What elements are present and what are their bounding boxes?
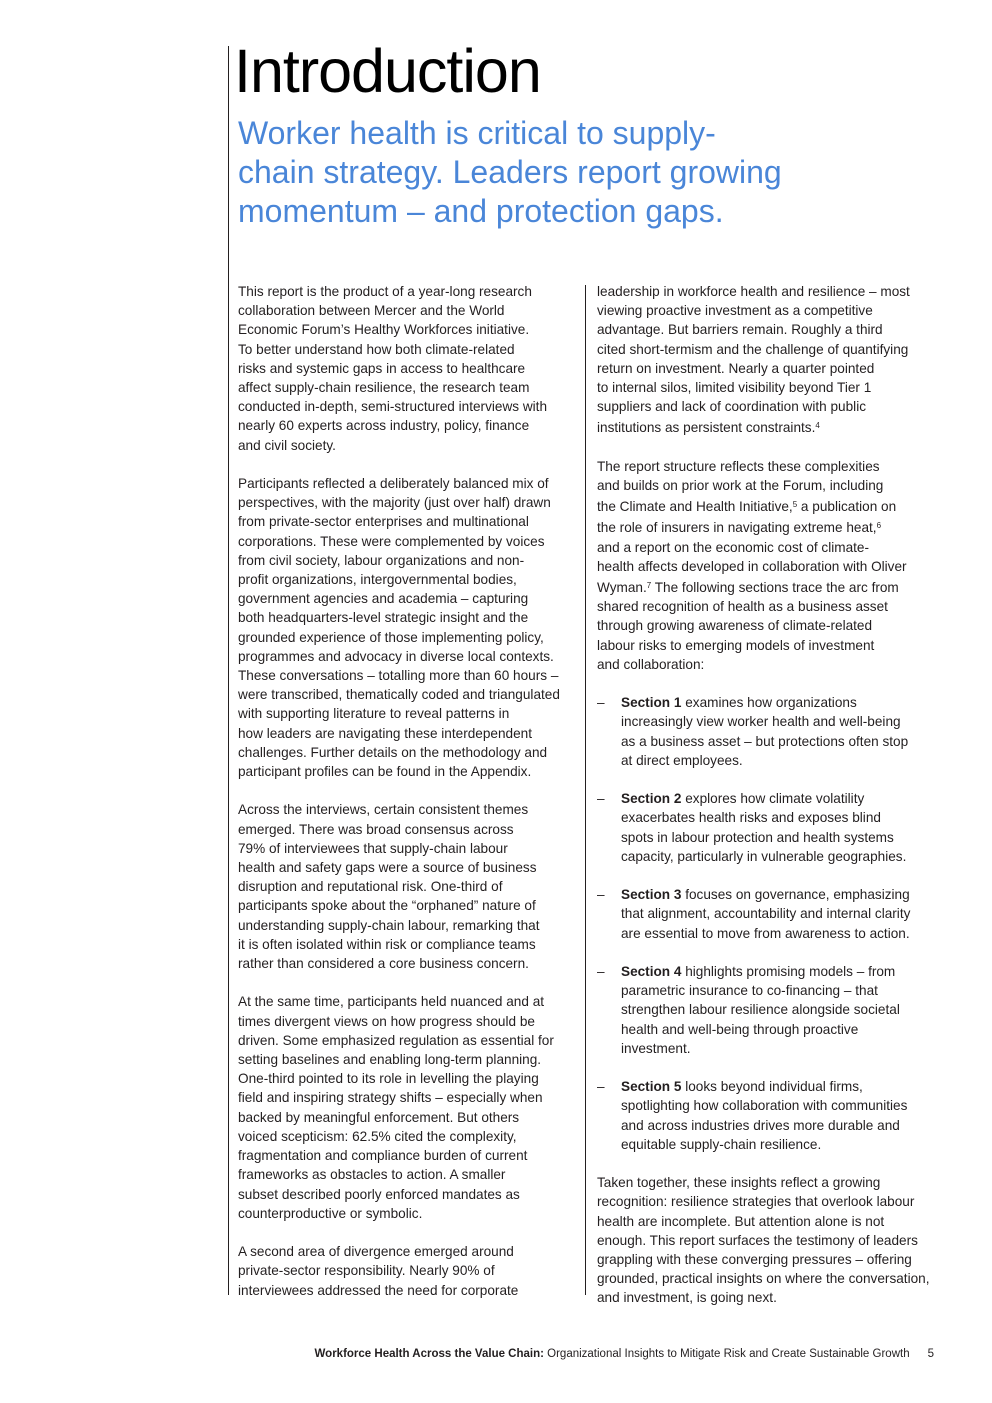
text-line: Across the interviews, certain consistent themes [238, 802, 529, 818]
text-line: nearly 60 experts across industry, policy, finance [238, 418, 530, 434]
text-line [621, 962, 942, 981]
text-line: participants spoke about the “orphaned” nature of [238, 898, 536, 914]
text-line: shared recognition of health as a business asset [597, 599, 888, 615]
text-line: spotlighting how collaboration with communities [621, 1098, 908, 1114]
text-line: parametric insurance to co-financing – that [621, 983, 878, 999]
text-fragment: the Climate and Health Initiative, [597, 499, 793, 515]
footer-report-subtitle: Organizational Insights to Mitigate Risk and Create Sustainable Growth [543, 1348, 910, 1360]
text-line: recognition: resilience strategies that overlook labour [597, 1194, 915, 1210]
text-line: fragmentation and compliance burden of current [238, 1148, 528, 1164]
section-label: Section 5 [621, 1079, 682, 1095]
text-line: from private-sector enterprises and multinational [238, 514, 529, 530]
text-line: affect supply-chain resilience, the research team [238, 380, 530, 396]
text-line [621, 693, 942, 712]
bullet-dash: – [597, 791, 605, 807]
text-fragment: examines how organizations [681, 695, 857, 711]
page-number: 5 [927, 1348, 934, 1360]
text-line: voiced scepticism: 62.5% cited the complexity, [238, 1128, 517, 1144]
text-line: health and well-being through proactive [621, 1021, 859, 1037]
text-line: at direct employees. [621, 752, 743, 768]
text-line: are essential to move from awareness to action. [621, 925, 910, 941]
text-line: both headquarters-level strategic insight and the [238, 610, 529, 626]
text-line: understanding supply-chain labour, remarking that [238, 917, 540, 933]
text-line: increasingly view worker health and well-being [621, 714, 901, 730]
text-line: were transcribed, thematically coded and triangulated [238, 687, 560, 703]
subtitle-line: momentum – and protection gaps. [238, 193, 724, 229]
right-column [597, 282, 942, 1327]
text-line: investment. [621, 1040, 691, 1056]
title-rule [228, 46, 229, 1295]
text-line: interviewees addressed the need for corporate [238, 1282, 519, 1298]
text-fragment: explores how climate volatility [681, 791, 865, 807]
text-line: viewing proactive investment as a competitive [597, 303, 873, 319]
text-fragment: highlights promising models – from [681, 964, 896, 980]
text-line: At the same time, participants held nuanced and at [238, 994, 545, 1010]
text-line: Taken together, these insights reflect a growing [597, 1175, 881, 1191]
section-bullet [597, 885, 942, 943]
text-line: grounded, practical insights on where the conversation, [597, 1271, 930, 1287]
text-line: corporations. These were complemented by voices [238, 533, 545, 549]
text-line: health are incomplete. But attention alone is not [597, 1213, 885, 1229]
text-fragment: Wyman. [597, 580, 647, 596]
section-label: Section 1 [621, 695, 682, 711]
subtitle-line: chain strategy. Leaders report growing [238, 154, 782, 190]
text-line: grounded experience of those implementing policy, [238, 629, 544, 645]
text-line: exacerbates health risks and exposes blind [621, 810, 881, 826]
text-line: enough. This report surfaces the testimony of leaders [597, 1232, 918, 1248]
text-line: advantage. But barriers remain. Roughly a third [597, 322, 883, 338]
text-line: These conversations – totalling more than 60 hours – [238, 668, 559, 684]
text-line [597, 495, 942, 516]
text-line: backed by meaningful enforcement. But others [238, 1109, 520, 1125]
text-line: A second area of divergence emerged around [238, 1244, 514, 1260]
text-line: to internal silos, limited visibility beyond Tier 1 [597, 380, 872, 396]
paragraph [597, 1173, 942, 1307]
paragraph [238, 282, 583, 455]
text-line: disruption and reputational risk. One-third of [238, 879, 503, 895]
text-line: suppliers and lack of coordination with public [597, 399, 867, 415]
footnote-ref: 7 [646, 581, 652, 591]
text-line: with supporting literature to reveal patterns in [238, 706, 510, 722]
text-line [597, 576, 942, 597]
paragraph [238, 474, 583, 781]
text-line: risks and systemic gaps in access to healthcare [238, 360, 526, 376]
text-line [621, 789, 942, 808]
text-line: as a business asset – but protections often stop [621, 733, 909, 749]
text-line: challenges. Further details on the methodology and [238, 744, 548, 760]
text-fragment: institutions as persistent constraints. [597, 420, 816, 436]
text-line: and investment, is going next. [597, 1290, 777, 1306]
text-line: private-sector responsibility. Nearly 90% of [238, 1263, 495, 1279]
text-line [621, 1077, 942, 1096]
bullet-dash: – [597, 887, 605, 903]
text-line: government agencies and academia – capturing [238, 591, 529, 607]
text-line: field and inspiring strategy shifts – especially when [238, 1090, 543, 1106]
text-fragment: looks beyond individual firms, [681, 1079, 863, 1095]
text-line: conducted in-depth, semi-structured interviews with [238, 399, 548, 415]
page-footer [315, 1346, 934, 1362]
text-line: Participants reflected a deliberately balanced mix of [238, 476, 549, 492]
text-line: This report is the product of a year-long research [238, 284, 532, 299]
text-line: and collaboration: [597, 656, 705, 672]
text-line: Economic Forum’s Healthy Workforces initiative. [238, 322, 530, 338]
text-line: return on investment. Nearly a quarter pointed [597, 360, 875, 376]
text-line: strengthen labour resilience alongside societal [621, 1002, 900, 1018]
text-line: perspectives, with the majority (just over half) drawn [238, 495, 551, 511]
section-bullet [597, 693, 942, 770]
bullet-dash: – [597, 964, 605, 980]
text-line: and civil society. [238, 437, 336, 453]
footnote-ref: 4 [815, 421, 820, 431]
text-line: equitable supply-chain resilience. [621, 1136, 822, 1152]
section-bullet [597, 789, 942, 866]
text-line: setting baselines and enabling long-term planning. [238, 1052, 542, 1068]
text-line: and a report on the economic cost of climate- [597, 539, 870, 555]
footnote-ref: 5 [792, 500, 798, 510]
bullet-dash: – [597, 695, 605, 711]
footnote-ref: 6 [876, 521, 882, 531]
page-subtitle [238, 114, 838, 231]
paragraph [597, 457, 942, 674]
text-line: cited short-termism and the challenge of quantifying [597, 341, 909, 357]
text-line [621, 885, 942, 904]
text-line: health and safety gaps were a source of business [238, 860, 537, 876]
text-fragment: a publication on [797, 499, 897, 515]
text-line: profit organizations, intergovernmental bodies, [238, 572, 517, 588]
text-line: To better understand how both climate-related [238, 341, 515, 357]
text-line: driven. Some emphasized regulation as essential for [238, 1032, 554, 1048]
text-line: labour risks to emerging models of investment [597, 637, 875, 653]
text-line [597, 416, 942, 437]
text-line: health affects developed in collaboration with Oliver [597, 558, 907, 574]
text-line: and builds on prior work at the Forum, including [597, 478, 884, 494]
text-line: 79% of interviewees that supply-chain labour [238, 840, 508, 856]
text-line: spots in labour protection and health systems [621, 829, 894, 845]
section-label: Section 4 [621, 964, 682, 980]
section-bullet [597, 962, 942, 1058]
text-line: and across industries drives more durable and [621, 1117, 900, 1133]
subtitle-line: Worker health is critical to supply- [238, 115, 716, 151]
text-fragment: focuses on governance, emphasizing [681, 887, 910, 903]
paragraph [238, 1242, 583, 1300]
text-line: collaboration between Mercer and the World [238, 303, 505, 319]
text-line: participant profiles can be found in the Appendix. [238, 764, 532, 780]
page-title: Introduction [234, 37, 541, 105]
paragraph [238, 800, 583, 973]
text-line: rather than considered a core business concern. [238, 956, 529, 972]
text-line: capacity, particularly in vulnerable geographies. [621, 848, 907, 864]
text-line: emerged. There was broad consensus across [238, 821, 514, 837]
text-line: times divergent views on how progress should be [238, 1013, 535, 1029]
text-line: counterproductive or symbolic. [238, 1205, 423, 1221]
text-line: subset described poorly enforced mandates as [238, 1186, 520, 1202]
text-line: from civil society, labour organizations and non- [238, 552, 525, 568]
text-fragment: The following sections trace the arc from [651, 580, 899, 596]
text-line: One-third pointed to its role in levelling the playing [238, 1071, 539, 1087]
paragraph [597, 282, 942, 438]
text-line: The report structure reflects these complexities [597, 458, 880, 474]
footer-report-title: Workforce Health Across the Value Chain: [314, 1348, 544, 1360]
section-label: Section 3 [621, 887, 682, 903]
text-line: through growing awareness of climate-related [597, 618, 873, 634]
column-rule [585, 285, 586, 1295]
text-line [597, 516, 942, 537]
paragraph [238, 992, 583, 1222]
text-line: programmes and advocacy in diverse local contexts. [238, 648, 554, 664]
text-line: leadership in workforce health and resilience – most [597, 284, 910, 299]
section-bullet [597, 1077, 942, 1154]
bullet-dash: – [597, 1079, 605, 1095]
text-line: it is often isolated within risk or compliance teams [238, 936, 536, 952]
text-line: how leaders are navigating these interdependent [238, 725, 532, 741]
text-line: frameworks as obstacles to action. A smaller [238, 1167, 506, 1183]
text-line: grappling with these converging pressures – offering [597, 1252, 912, 1268]
left-column [238, 282, 583, 1319]
section-label: Section 2 [621, 791, 682, 807]
text-fragment: the role of insurers in navigating extreme heat, [597, 520, 877, 536]
text-line: that alignment, accountability and internal clarity [621, 906, 911, 922]
